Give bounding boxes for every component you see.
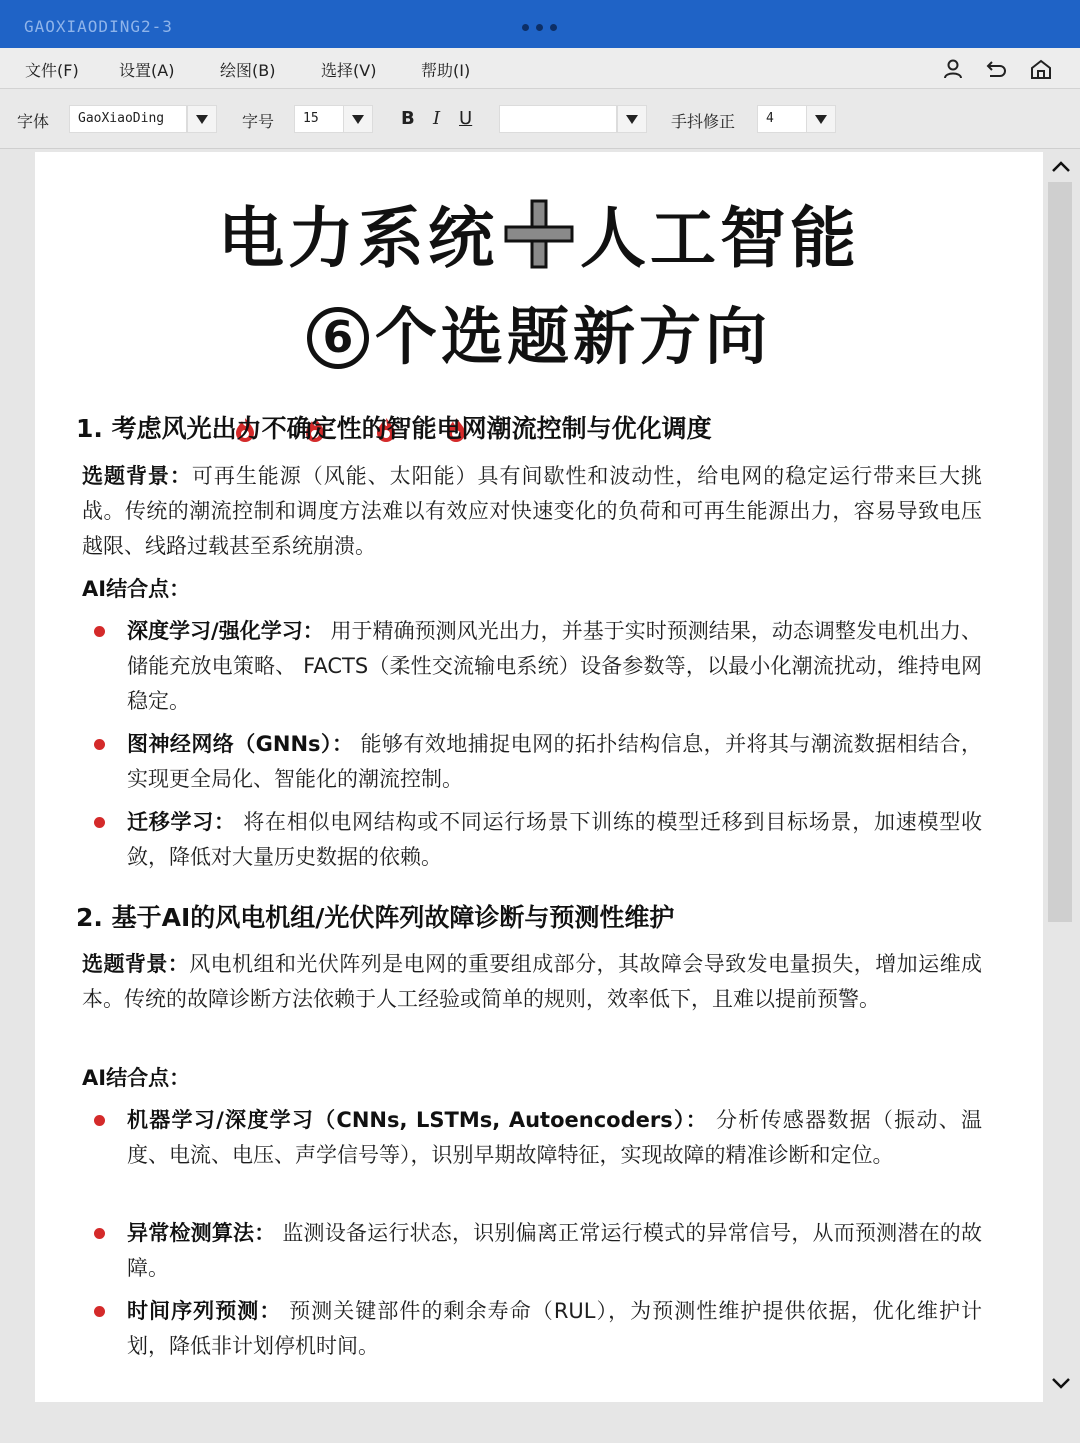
chevron-down-icon [815, 115, 827, 124]
vertical-scrollbar[interactable] [1046, 152, 1076, 1402]
size-label: 字号 [242, 112, 275, 131]
title-left: 电力系统 [218, 200, 498, 277]
section-title: 1. 考虑风光出力不确定性的智能电网潮流控制与优化调度 [76, 414, 712, 443]
bullet-head: 机器学习/深度学习（CNNs, LSTMs, Autoencoders）： [127, 1108, 709, 1132]
correction-select[interactable]: 4 [757, 105, 807, 133]
style-select[interactable] [499, 105, 617, 133]
user-icon[interactable] [940, 57, 966, 81]
font-select[interactable]: GaoXiaoDing [69, 105, 187, 133]
background-text: 可再生能源（风能、太阳能）具有间歇性和波动性，给电网的稳定运行带来巨大挑战。传统的潮流控制和调度方法难以有效应对快速变化的负荷和可再生能源出力，容易导致电压越限、线路过载甚至系统崩溃。 [82, 464, 982, 558]
bullet-head: 迁移学习： [127, 810, 236, 834]
scroll-up-button[interactable] [1049, 156, 1073, 178]
chevron-down-icon [352, 115, 364, 124]
background-label: 选题背景： [82, 464, 192, 488]
section-background [82, 459, 982, 564]
scrollbar-thumb[interactable] [1048, 182, 1072, 922]
menu-draw[interactable]: 绘图(B) [220, 61, 276, 80]
size-select[interactable]: 15 [294, 105, 344, 133]
bullet-head: 深度学习/强化学习： [127, 619, 324, 643]
menu-help[interactable]: 帮助(I) [421, 61, 471, 80]
bullet-head: 异常检测算法： [127, 1221, 276, 1245]
dot-icon [536, 24, 543, 31]
bullet-text: 分析传感器数据（振动、温度、电流、电压、声学信号等），识别早期故障特征，实现故障的精准诊断和定位。 [127, 1108, 982, 1167]
ai-label: AI结合点： [82, 1066, 191, 1090]
menu-settings[interactable]: 设置(A) [119, 61, 175, 80]
bullet-text: 预测关键部件的剩余寿命（RUL），为预测性维护提供依据，优化维护计划，降低非计划停机时间。 [127, 1299, 982, 1358]
menu-file[interactable]: 文件(F) [25, 61, 79, 80]
correction-dropdown-button[interactable] [806, 105, 836, 133]
subtitle-text: 个选题新方向 [374, 300, 771, 373]
chevron-down-icon [196, 115, 208, 124]
list-item [92, 1216, 982, 1286]
list-item [92, 1294, 982, 1364]
chevron-down-icon [626, 115, 638, 124]
list-item [92, 1103, 982, 1173]
bullet-icon [94, 1228, 105, 1239]
bullet-icon [94, 739, 105, 750]
size-dropdown-button[interactable] [343, 105, 373, 133]
document-subtitle [35, 297, 1043, 377]
list-item [92, 614, 982, 719]
bullet-icon [94, 817, 105, 828]
document-title [35, 197, 1043, 279]
bullet-head: 时间序列预测： [127, 1299, 282, 1323]
font-label: 字体 [17, 112, 50, 131]
italic-button[interactable]: I [433, 108, 441, 129]
bold-button[interactable]: B [401, 108, 415, 129]
title-bar [0, 0, 1080, 48]
bullet-head: 图神经网络（GNNs）： [127, 732, 354, 756]
font-dropdown-button[interactable] [187, 105, 217, 133]
plus-icon [502, 197, 576, 271]
style-dropdown-button[interactable] [617, 105, 647, 133]
list-item [92, 727, 982, 797]
background-text: 风电机组和光伏阵列是电网的重要组成部分，其故障会导致发电量损失，增加运维成本。传统的故障诊断方法依赖于人工经验或简单的规则，效率低下，且难以提前预警。 [82, 952, 983, 1011]
chevron-down-icon [1051, 1376, 1071, 1390]
bullet-icon [94, 1115, 105, 1126]
bullet-icon [94, 626, 105, 637]
scroll-down-button[interactable] [1049, 1372, 1073, 1394]
circled-number: 6 [307, 307, 369, 369]
section-background [82, 947, 982, 1017]
dot-icon [550, 24, 557, 31]
background-label: 选题背景： [82, 952, 190, 976]
correction-label: 手抖修正 [671, 112, 736, 131]
title-right: 人工智能 [580, 200, 860, 277]
app-title: GAOXIAODING2-3 [24, 17, 173, 36]
underline-button[interactable]: U [459, 108, 473, 129]
bullet-icon [94, 1306, 105, 1317]
menu-select[interactable]: 选择(V) [321, 61, 377, 80]
home-icon[interactable] [1028, 57, 1054, 81]
window-menu-dots[interactable] [522, 24, 557, 31]
ai-label: AI结合点： [82, 577, 191, 601]
list-item [92, 805, 982, 875]
dot-icon [522, 24, 529, 31]
undo-icon[interactable] [984, 57, 1010, 81]
bullet-text: 能够有效地捕捉电网的拓扑结构信息，并将其与潮流数据相结合，实现更全局化、智能化的潮流控制。 [127, 732, 982, 791]
menu-bar [0, 48, 1080, 89]
bullet-text: 监测设备运行状态，识别偏离正常运行模式的异常信号，从而预测潜在的故障。 [127, 1221, 982, 1280]
bullet-text: 用于精确预测风光出力，并基于实时预测结果，动态调整发电机出力、储能充放电策略、 FACTS（柔性交流输电系统）设备参数等，以最小化潮流扰动，维持电网稳定。 [127, 619, 983, 713]
chevron-up-icon [1051, 160, 1071, 174]
section-title: 2. 基于AI的风电机组/光伏阵列故障诊断与预测性维护 [76, 903, 675, 932]
bullet-text: 将在相似电网结构或不同运行场景下训练的模型迁移到目标场景，加速模型收敛，降低对大量历史数据的依赖。 [127, 810, 982, 869]
format-toolbar [0, 89, 1080, 149]
